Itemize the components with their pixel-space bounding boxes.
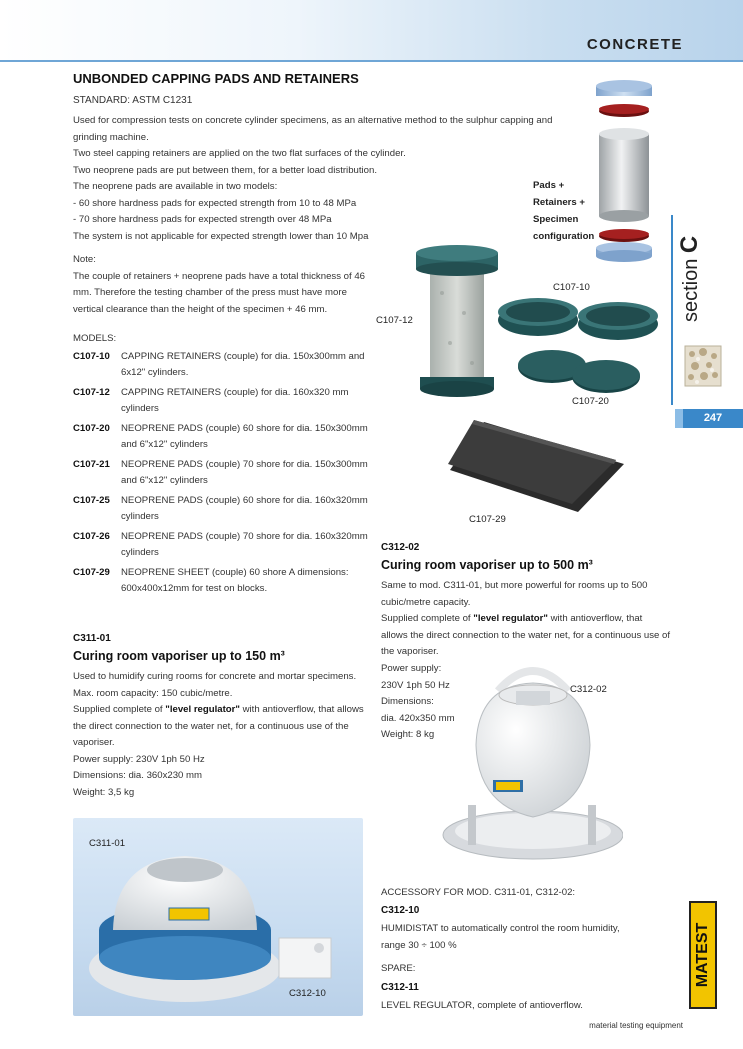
model-code: C107-20 (73, 422, 110, 434)
note-label: Note: (73, 254, 96, 265)
bottom-pad (599, 229, 649, 242)
c312-02-supplied-post: with antioverflow, that allows the direct connection to the water net, for a continuous use of the vaporiser. (381, 613, 671, 657)
c311-01-code: C311-01 (73, 633, 111, 644)
model-row (73, 529, 373, 562)
c311-01-spec: Power supply: 230V 1ph 50 Hz (73, 753, 205, 765)
section-label (676, 236, 704, 322)
c311-01-supplied (73, 702, 368, 752)
model-desc: NEOPRENE PADS (couple) 70 shore for dia. 150x300mm and 6"x12" cylinders (121, 458, 368, 487)
photo-label-c107-20: C107-20 (572, 396, 609, 407)
model-desc: NEOPRENE PADS (couple) 60 shore for dia. 160x320mm cylinders (121, 494, 368, 523)
intro-line: Two neoprene pads are put between them, for a better load distribution. (73, 164, 377, 176)
page-section-title: CONCRETE (586, 36, 683, 53)
c312-02-supplied-bold: "level regulator" (473, 613, 548, 624)
spare-desc: LEVEL REGULATOR, complete of antioverflow. (381, 1000, 583, 1011)
model-code: C107-26 (73, 530, 110, 542)
header-rule (0, 60, 743, 62)
neoprene-sheet-photo (448, 416, 628, 516)
capping-configuration-diagram (590, 78, 660, 268)
photo-label-c312-02: C312-02 (570, 684, 607, 695)
intro-text (73, 113, 563, 245)
model-code: C107-12 (73, 386, 110, 398)
c312-02-spec: dia. 420x350 mm (381, 712, 455, 724)
c312-02-code: C312-02 (381, 542, 420, 553)
c311-01-line: Used to humidify curing rooms for concrete and mortar specimens. (73, 671, 357, 682)
photo-label-c107-29: C107-29 (469, 514, 506, 525)
c312-02-spec: 230V 1ph 50 Hz (381, 679, 450, 691)
diagram-caption-line: Retainers + (533, 197, 585, 208)
intro-line: Two steel capping retainers are applied on the two flat surfaces of the cylinder. (73, 148, 406, 159)
vaporiser-150-photo (73, 818, 363, 1016)
c311-01-supplied-post: with antioverflow, that allows the direct connection to the water net, for a continuous use of the vaporiser. (73, 704, 364, 748)
diagram-caption (533, 177, 594, 245)
page-number-tab-edge (675, 409, 683, 428)
side-tab-rule (671, 215, 673, 405)
model-desc: NEOPRENE PADS (couple) 70 shore for dia. 160x320mm cylinders (121, 530, 368, 559)
models-title: MODELS: (73, 333, 117, 344)
spare-code: C312-11 (381, 982, 419, 993)
c311-01-title: Curing room vaporiser up to 150 m³ (73, 649, 285, 663)
model-code: C107-29 (73, 566, 110, 578)
c311-01-spec: Dimensions: dia. 360x230 mm (73, 770, 203, 781)
sample-container-photo (683, 342, 723, 388)
capping-retainers-photo (494, 290, 664, 350)
accessory-code: C312-10 (381, 905, 420, 916)
note-text: The couple of retainers + neoprene pads have a total thickness of 46 mm. Therefore the testing chamber of the press must have more vertical clearance than the height of the specimen + 46 mm. (73, 270, 366, 315)
footer-tagline: material testing equipment (589, 1021, 683, 1030)
model-desc: CAPPING RETAINERS (couple) for dia. 150x300mm and 6x12" cylinders. (121, 351, 365, 379)
page-number: 247 (683, 409, 743, 428)
model-row (73, 457, 373, 490)
photo-label-c107-10: C107-10 (553, 282, 590, 293)
diagram-caption-line: configuration (533, 231, 595, 242)
intro-line: - 60 shore hardness pads for expected strength from 10 to 48 MPa (73, 197, 357, 209)
spare-title: SPARE: (381, 963, 416, 974)
intro-line: Used for compression tests on concrete cylinder specimens, as an alternative method to the sulphur capping and grinding machine. (73, 115, 553, 143)
specimen-cylinder (599, 128, 649, 222)
c312-02-spec: Power supply: (381, 663, 442, 674)
c312-02-supplied (381, 611, 671, 661)
c312-02-title: Curing room vaporiser up to 500 m³ (381, 558, 593, 572)
bottom-retainer (596, 242, 652, 262)
intro-line: The system is not applicable for expected strength lower than 10 Mpa (73, 230, 369, 242)
model-code: C107-21 (73, 458, 110, 470)
standard-label: STANDARD: ASTM C1231 (73, 95, 193, 106)
intro-line: - 70 shore hardness pads for expected strength over 48 MPa (73, 214, 332, 225)
model-desc: CAPPING RETAINERS (couple) for dia. 160x320 mm cylinders (121, 386, 349, 415)
models-list (73, 349, 373, 601)
c311-01-supplied-pre: Supplied complete of (73, 704, 166, 715)
c311-01-line: Max. room capacity: 150 cubic/metre. (73, 687, 233, 699)
section-word: section (680, 258, 702, 322)
model-row (73, 421, 373, 454)
product-heading: UNBONDED CAPPING PADS AND RETAINERS (73, 71, 359, 86)
section-letter: C (676, 235, 703, 254)
neoprene-pads-photo (514, 343, 644, 399)
c312-02-spec: Weight: 8 kg (381, 729, 435, 740)
c311-01-description (73, 669, 368, 801)
note-block (73, 252, 373, 318)
diagram-caption-line: Specimen (533, 214, 579, 225)
model-row (73, 565, 373, 598)
model-code: C107-10 (73, 351, 110, 362)
logo-text: MATEST (694, 922, 712, 988)
accessory-title: ACCESSORY FOR MOD. C311-01, C312-02: (381, 887, 576, 898)
photo-label-c312-10: C312-10 (289, 988, 326, 999)
accessory-desc: HUMIDISTAT to automatically control the room humidity, range 30 ÷ 100 % (381, 923, 620, 951)
c312-02-line: Same to mod. C311-01, but more powerful for rooms up to 500 cubic/metre capacity. (381, 580, 648, 608)
intro-line: The neoprene pads are available in two models: (73, 181, 278, 192)
model-desc: NEOPRENE PADS (couple) 60 shore for dia. 150x300mm and 6"x12" cylinders (121, 422, 368, 451)
diagram-caption-line: Pads + (533, 180, 565, 191)
c311-01-supplied-bold: "level regulator" (165, 704, 240, 715)
c312-02-spec: Dimensions: (381, 696, 434, 707)
c312-02-supplied-pre: Supplied complete of (381, 613, 474, 624)
top-retainer (596, 80, 652, 96)
top-pad (599, 104, 649, 117)
model-row (73, 493, 373, 526)
c311-01-spec: Weight: 3,5 kg (73, 786, 135, 798)
retainers-on-specimen-photo (412, 243, 502, 413)
model-row (73, 349, 373, 382)
c312-02-description (381, 578, 671, 661)
matest-logo (688, 900, 718, 1010)
model-row (73, 385, 373, 418)
model-desc: NEOPRENE SHEET (couple) 60 shore A dimensions: 600x400x12mm for test on blocks. (121, 566, 349, 595)
photo-label-c107-12: C107-12 (376, 315, 413, 326)
model-code: C107-25 (73, 494, 110, 506)
photo-label-c311-01: C311-01 (89, 838, 126, 849)
